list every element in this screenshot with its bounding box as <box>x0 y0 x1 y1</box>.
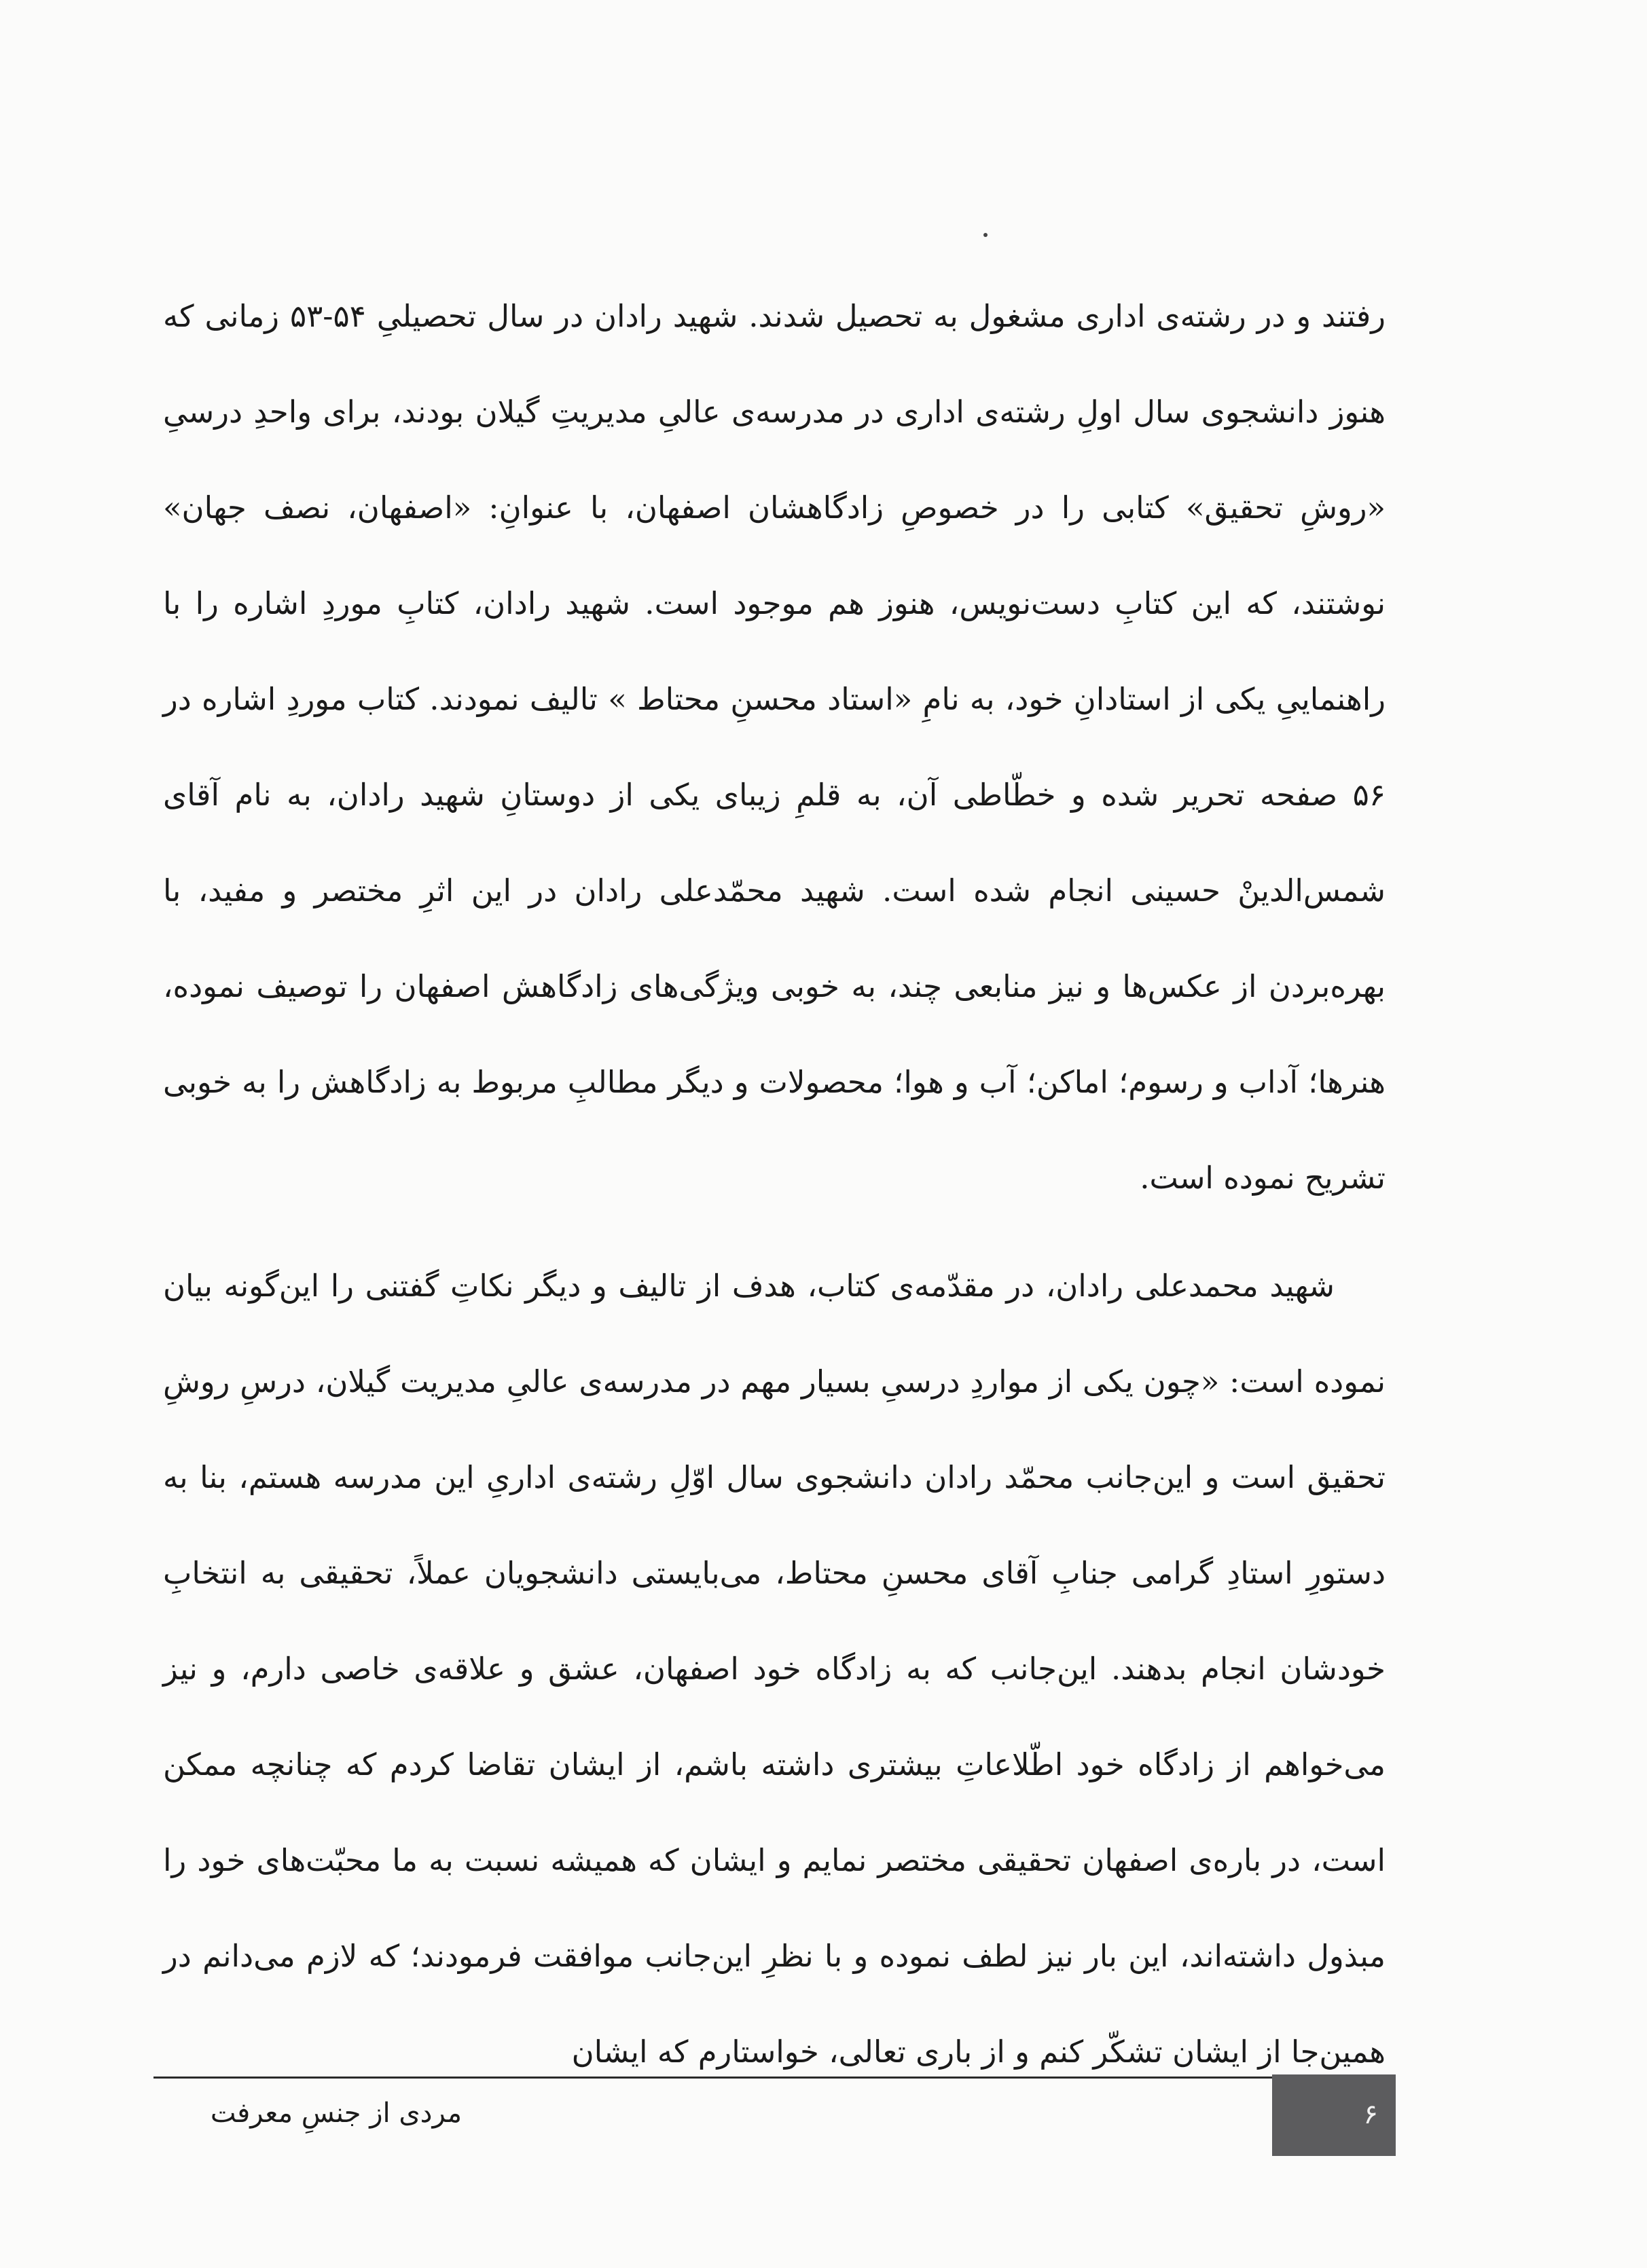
page-number-box <box>1272 2074 1396 2156</box>
print-speck <box>983 233 988 237</box>
paragraph-2: شهید محمدعلی رادان، در مقدّمه‌ی کتاب، هدف از تالیف و دیگر نکاتِ گفتنی را این‌گونه بیان نموده است: «چون یکی از مواردِ درسیِ بسیار مهم در مدرسه‌ی عالیِ مدیریت گیلان، درسِ روشِ تحقیق است و این‌جانب محمّد رادان دانشجوی سال اوّلِ رشته‌ی اداریِ این مدرسه هستم، بنا به دستورِ استادِ گرامی جنابِ آقای محسنِ محتاط، می‌بایستی دانشجویان عملاً، تحقیقی به انتخابِ خودشان انجام بدهند. این‌جانب که به زادگاه خود اصفهان، عشق و علاقه‌ی خاصی دارم، و نیز می‌خواهم از زادگاه خود اطّلاعاتِ بیشتری داشته باشم، از ایشان تقاضا کردم که چنانچه ممکن است، در باره‌ی اصفهان تحقیقی مختصر نمایم و ایشان که همیشه نسبت به ما محبّت‌های خود را مبذول داشته‌اند، این بار نیز لطف نموده و با نظرِ این‌جانب موافقت فرمودند؛ که لازم می‌دانم در همین‌جا از ایشان تشکّر کنم و از باری تعالی، خواستارم که ایشان <box>163 1268 1386 2070</box>
paragraph-1: رفتند و در رشته‌ی اداری مشغول به تحصیل شدند. شهید رادان در سال تحصیلیِ ۵۴-۵۳ زمانی که هنوز دانشجوی سال اولِ رشته‌ی اداری در مدرسه‌ی عالیِ مدیریتِ گیلان بودند، برای واحدِ درسیِ «روشِ تحقیق» کتابی را در خصوصِ زادگاهشان اصفهان، با عنوانِ: «اصفهان، نصف جهان» نوشتند، که این کتابِ دست‌نویس، هنوز هم موجود است. شهید رادان، کتابِ موردِ اشاره را با راهنماییِ یکی از استادانِ خود، به نامِ «استاد محسنِ محتاط » تالیف نمودند. کتاب موردِ اشاره در ۵۶ صفحه تحریر شده و خطّاطی آن، به قلمِ زیبای یکی از دوستانِ شهید رادان، به نام آقای شمس‌الدینْ حسینی انجام شده است. شهید محمّدعلی رادان در این اثرِ مختصر و مفید، با بهره‌بردن از عکس‌ها و نیز منابعی چند، به خوبی ویژگی‌های زادگاهش اصفهان را توصیف نموده، هنرها؛ آداب و رسوم؛ اماکن؛ آب و هوا؛ محصولات و دیگر مطالبِ مربوط به زادگاهش را به خوبی تشریح نموده است. <box>163 298 1386 1196</box>
body-text <box>163 268 1386 2100</box>
footer-rule <box>153 2077 1278 2079</box>
page-number: ۶ <box>1363 2099 1378 2130</box>
footer-book-title: مردی از جنسِ معرفت <box>210 2098 462 2129</box>
